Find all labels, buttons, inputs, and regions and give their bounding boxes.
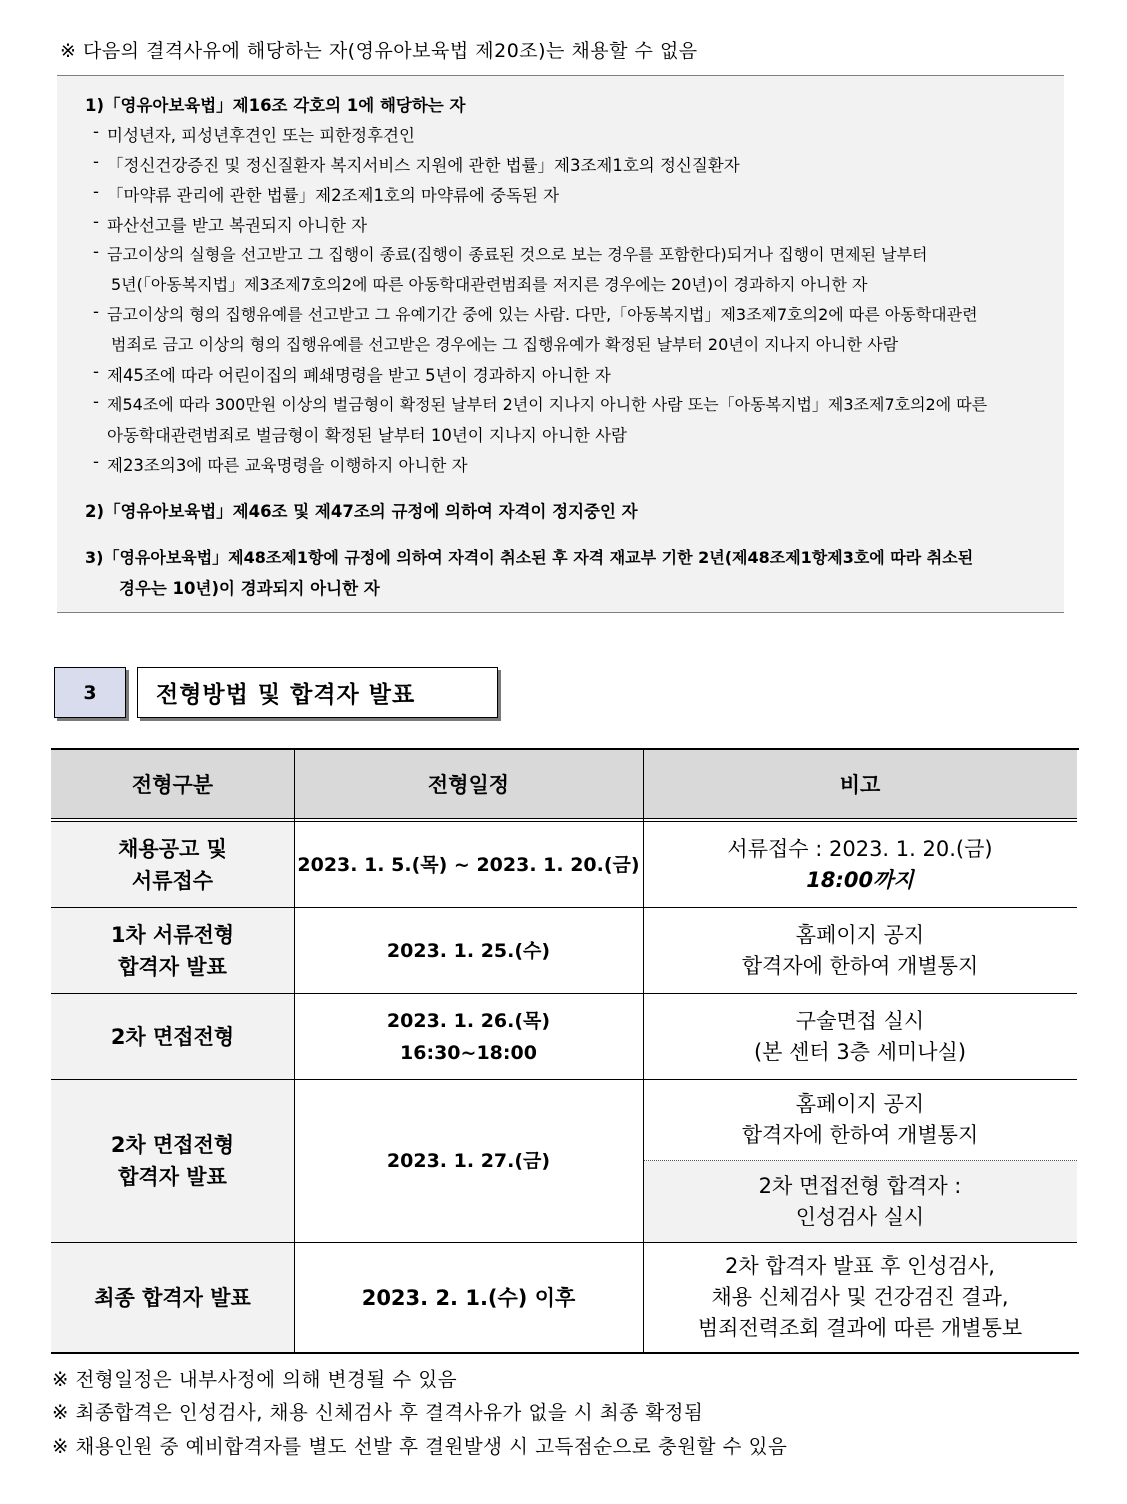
row-4-type: 2차 면접전형 합격자 발표 <box>51 1080 294 1242</box>
disqualify-item: 금고이상의 형의 집행유예를 선고받고 그 유예기간 중에 있는 사람. 다만,「아동복지법」제3조제7호의2에 따른 아동학대관련 <box>107 305 978 324</box>
header-date: 전형일정 <box>294 750 643 818</box>
bullet-dash: - <box>93 182 99 201</box>
column-divider <box>294 750 295 1352</box>
row-4-date: 2023. 1. 27.(금) <box>386 1150 551 1172</box>
bullet-dash: - <box>93 362 99 381</box>
disqualify-item: 제54조에 따라 300만원 이상의 벌금형이 확정된 날부터 2년이 지나지 아니한 사람 또는「아동복지법」제3조제7호의2에 따른 <box>107 395 988 414</box>
row-5-date: 2023. 2. 1.(수) 이후 <box>361 1285 576 1310</box>
column-divider <box>643 750 644 1352</box>
section-number: 3 <box>54 667 126 718</box>
disqualify-item: 제45조에 따라 어린이집의 폐쇄명령을 받고 5년이 경과하지 아니한 자 <box>107 366 611 385</box>
row-3-type: 2차 면접전형 <box>51 994 294 1079</box>
disqualify-section-2-title: 2)「영유아보육법」제46조 및 제47조의 규정에 의하여 자격이 정지중인 자 <box>85 502 638 521</box>
bullet-dash: - <box>93 302 99 321</box>
disqualify-item: 미성년자, 피성년후견인 또는 피한정후견인 <box>107 126 415 145</box>
bullet-dash: - <box>93 212 99 231</box>
disqualify-section-3-title: 3)「영유아보육법」제48조제1항에 규정에 의하여 자격이 취소된 후 자격 재교부 기한 2년(제48조제1항제3호에 따라 취소된 <box>85 548 974 567</box>
disqualification-intro: ※ 다음의 결격사유에 해당하는 자(영유아보육법 제20조)는 채용할 수 없음 <box>60 40 698 62</box>
bullet-dash: - <box>93 122 99 141</box>
note-line: ※ 최종합격은 인성검사, 채용 신체검사 후 결격사유가 없을 시 최종 확정됨 <box>52 1401 704 1424</box>
disqualify-item: 제23조의3에 따른 교육명령을 이행하지 아니한 자 <box>107 456 468 475</box>
row-4-note-b: 2차 면접전형 합격자 : 인성검사 실시 <box>643 1161 1077 1242</box>
row-2-date: 2023. 1. 25.(수) <box>386 939 551 962</box>
row-5-type: 최종 합격자 발표 <box>51 1243 294 1352</box>
disqualify-item: 파산선고를 받고 복권되지 아니한 자 <box>107 216 368 235</box>
row-5-note: 2차 합격자 발표 후 인성검사, 채용 신체검사 및 건강검진 결과, 범죄전력조회 결과에 따른 개별통보 <box>697 1254 1023 1340</box>
bullet-dash: - <box>93 392 99 411</box>
note-line: ※ 채용인원 중 예비합격자를 별도 선발 후 결원발생 시 고득점순으로 충원할 수 있음 <box>52 1435 788 1458</box>
header-note: 비고 <box>643 750 1077 818</box>
disqualify-item-cont: 아동학대관련범죄로 벌금형이 확정된 날부터 10년이 지나지 아니한 사람 <box>107 426 627 445</box>
disqualify-item: 금고이상의 실형을 선고받고 그 집행이 종료(집행이 종료된 것으로 보는 경우를 포함한다)되거나 집행이 면제된 날부터 <box>107 245 928 264</box>
row-3-date: 2023. 1. 26.(목) 16:30~18:00 <box>386 1009 551 1064</box>
disqualification-box <box>57 75 1064 613</box>
header-type: 전형구분 <box>51 750 294 818</box>
row-2-type: 1차 서류전형 합격자 발표 <box>51 908 294 993</box>
disqualify-section-3-title-cont: 경우는 10년)이 경과되지 아니한 자 <box>119 579 380 598</box>
row-4-note-a: 홈페이지 공지 합격자에 한하여 개별통지 <box>741 1092 979 1147</box>
bullet-dash: - <box>93 242 99 261</box>
note-line: ※ 전형일정은 내부사정에 의해 변경될 수 있음 <box>52 1368 458 1391</box>
schedule-table <box>51 748 1079 1354</box>
disqualify-item: 「마약류 관리에 관한 법률」제2조제1호의 마약류에 중독된 자 <box>107 186 560 205</box>
bullet-dash: - <box>93 452 99 471</box>
row-1-date: 2023. 1. 5.(목) ~ 2023. 1. 20.(금) <box>297 853 640 876</box>
disqualify-item: 「정신건강증진 및 정신질환자 복지서비스 지원에 관한 법률」제3조제1호의 정신질환자 <box>107 156 740 175</box>
row-1-type: 채용공고 및 서류접수 <box>51 822 294 907</box>
bullet-dash: - <box>93 152 99 171</box>
disqualify-item-cont: 5년(「아동복지법」제3조제7호의2에 따른 아동학대관련범죄를 저지른 경우에는 20년)이 경과하지 아니한 자 <box>111 275 868 294</box>
disqualify-item-cont: 범죄로 금고 이상의 형의 집행유예를 선고받은 경우에는 그 집행유예가 확정된 날부터 20년이 지나지 아니한 사람 <box>111 335 899 354</box>
disqualify-section-1-title: 1)「영유아보육법」제16조 각호의 1에 해당하는 자 <box>85 96 466 115</box>
row-2-note: 홈페이지 공지 합격자에 한하여 개별통지 <box>741 922 979 978</box>
row-3-note: 구술면접 실시 (본 센터 3층 세미나실) <box>753 1008 967 1064</box>
section-title: 전형방법 및 합격자 발표 <box>137 667 498 718</box>
row-1-note: 서류접수 : 2023. 1. 20.(금) 18:00까지 <box>727 836 993 892</box>
